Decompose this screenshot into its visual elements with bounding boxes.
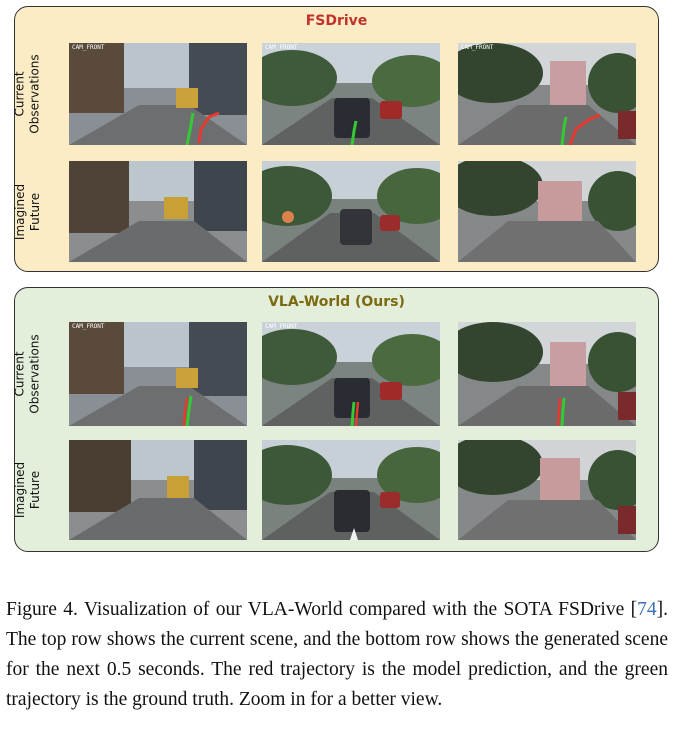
panel-title-vla-world: VLA-World (Ours) [268,294,405,310]
scene-street-future-fsdrive [69,161,247,262]
citation-link[interactable]: 74 [637,599,657,620]
scene-campus-future-ours [458,440,636,540]
scene-campus-current-fsdrive [458,43,636,145]
cam-front-tag: CAM_FRONT [72,323,105,330]
scene-road-current-ours [262,322,440,426]
figure-caption: Figure 4. Visualization of our VLA-World compared with the SOTA FSDrive [74]. The top row shows the current scene, and the bottom row shows the generated scene for the next 0.5 seconds. The red trajectory is the model prediction, and the green trajectory is the ground truth. Zoom in for a better view. [6,599,668,710]
scene-road-future-fsdrive [262,161,440,262]
scene-street-future-ours [69,440,247,540]
scene-road-current-fsdrive [262,43,440,145]
cam-front-tag: CAM_FRONT [265,323,298,330]
row-label-current-ours: Current Observations [13,334,43,414]
scene-campus-future-fsdrive [458,161,636,262]
cam-front-tag: CAM_FRONT [72,44,105,51]
panel-title-fsdrive: FSDrive [305,13,368,29]
scene-campus-current-ours [458,322,636,426]
scene-road-future-ours [262,440,440,540]
row-label-future-ours: Imagined Future [13,461,43,519]
row-label-current-fsdrive: Current Observations [13,54,43,134]
scene-street-current-fsdrive [69,43,247,145]
cam-front-tag: CAM_FRONT [265,44,298,51]
row-label-future-fsdrive: Imagined Future [13,183,43,241]
cam-front-tag: CAM_FRONT [461,44,494,51]
scene-street-current-ours [69,322,247,426]
